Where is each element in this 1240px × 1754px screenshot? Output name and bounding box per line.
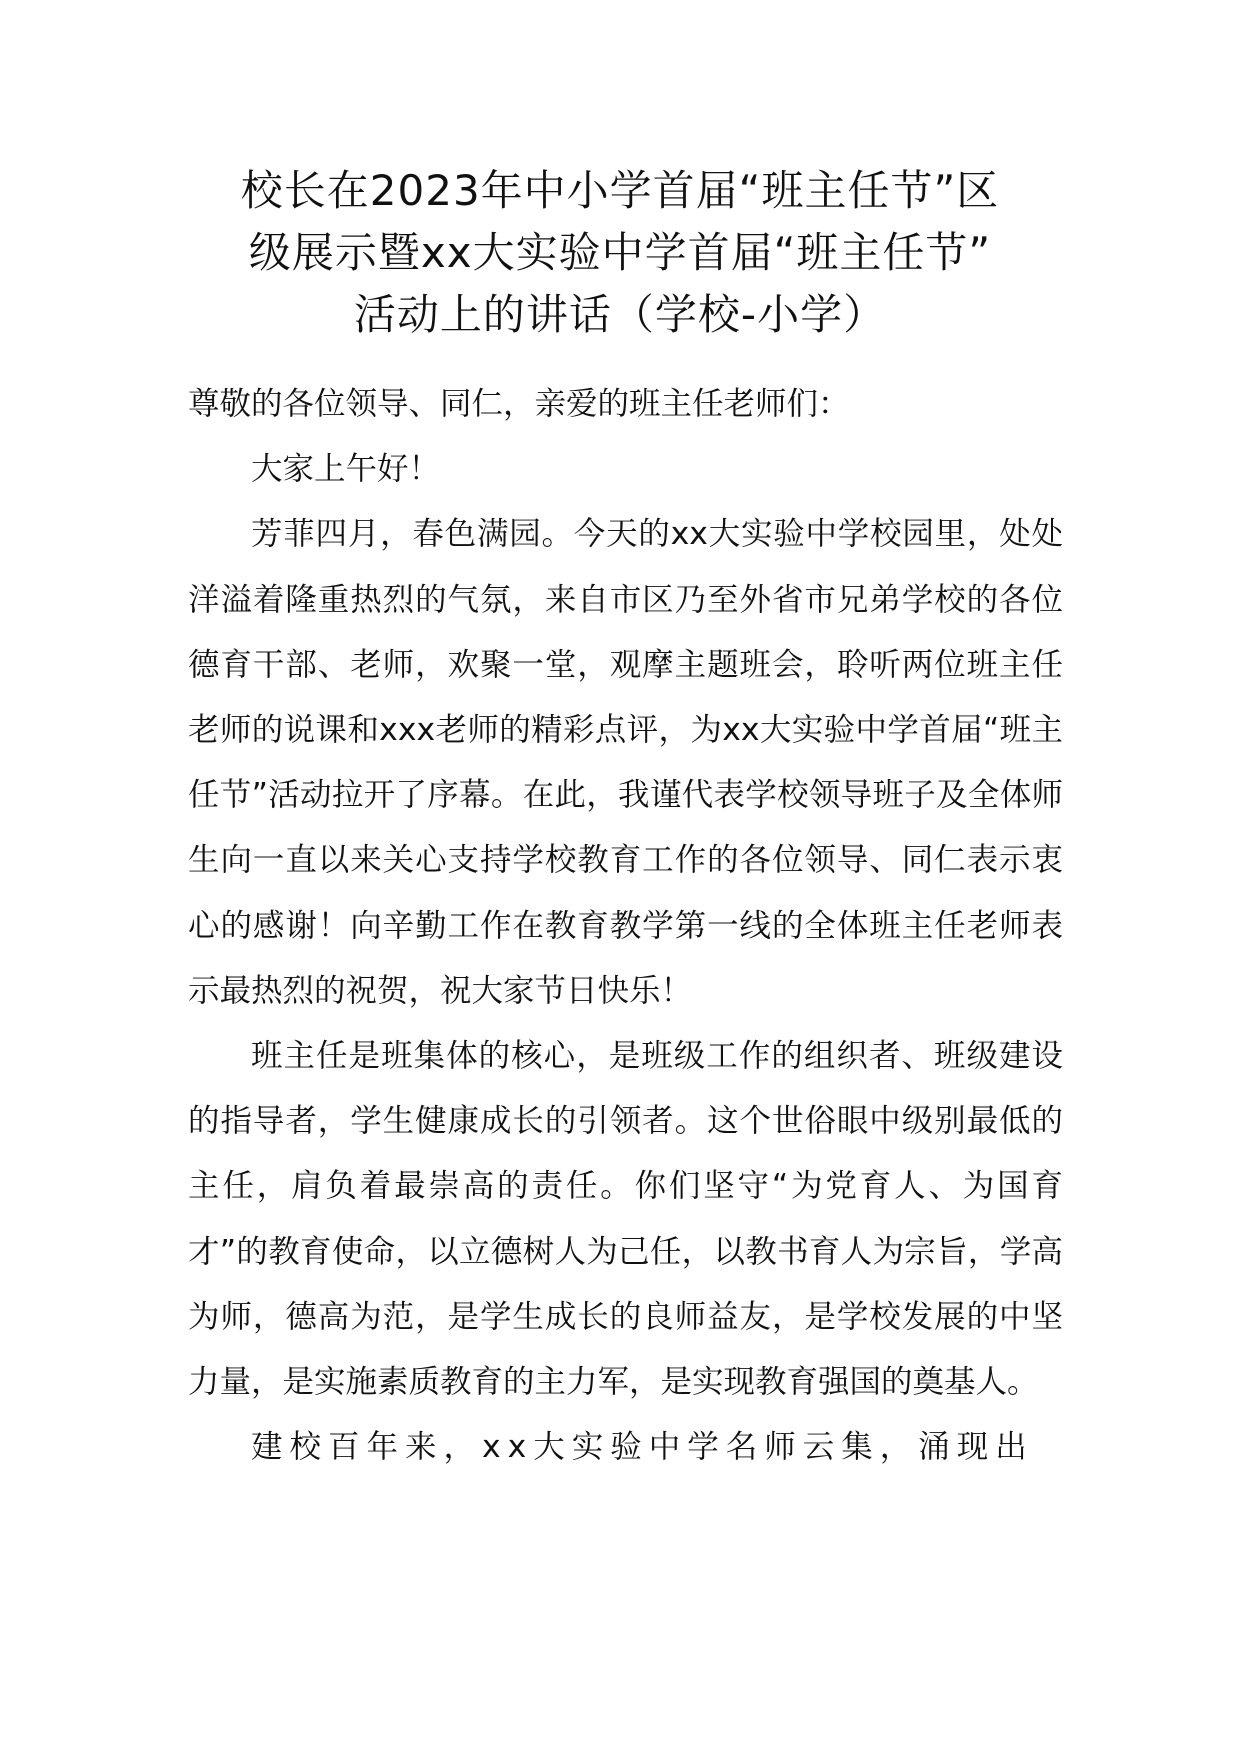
greeting: 大家上午好！ [251,451,441,488]
paragraph-2: 班主任是班集体的核心，是班级工作的组织者、班级建设的指导者，学生健康成长的引领者。这个世俗眼中级别最低的主任，肩负着最崇高的责任。你们坚守“为党育人、为国育才”的教育使命，以立德树人为己任，以教书育人为宗旨，学高为师，德高为范，是学生成长的良师益友，是学校发展的中坚力量，是实施素质教育的主力军，是实现教育强国的奠基人。 [188,1038,1063,1401]
salutation: 尊敬的各位领导、同仁，亲爱的班主任老师们： [188,386,850,422]
document-title [150,160,1090,346]
title-line-1: 校长在2023年中小学首届“班主任节”区 [240,166,1000,215]
document-body [188,372,1063,1480]
title-line-2: 级展示暨xx大实验中学首届“班主任节” [248,228,992,277]
paragraph-3-first-line: 建校百年来，xx大实验中学名师云集，涌现出 [251,1429,1034,1466]
title-line-3: 活动上的讲话（学校-小学） [353,290,887,339]
paragraph-1: 芳菲四月，春色满园。今天的xx大实验中学校园里，处处洋溢着隆重热烈的气氛，来自市区乃至外省市兄弟学校的各位德育干部、老师，欢聚一堂，观摩主题班会，聆听两位班主任老师的说课和xxx老师的精彩点评，为xx大实验中学首届“班主任节”活动拉开了序幕。在此，我谨代表学校领导班子及全体师生向一直以来关心支持学校教育工作的各位领导、同仁表示衷心的感谢！向辛勤工作在教育教学第一线的全体班主任老师表示最热烈的祝贺，祝大家节日快乐！ [188,516,1063,1009]
